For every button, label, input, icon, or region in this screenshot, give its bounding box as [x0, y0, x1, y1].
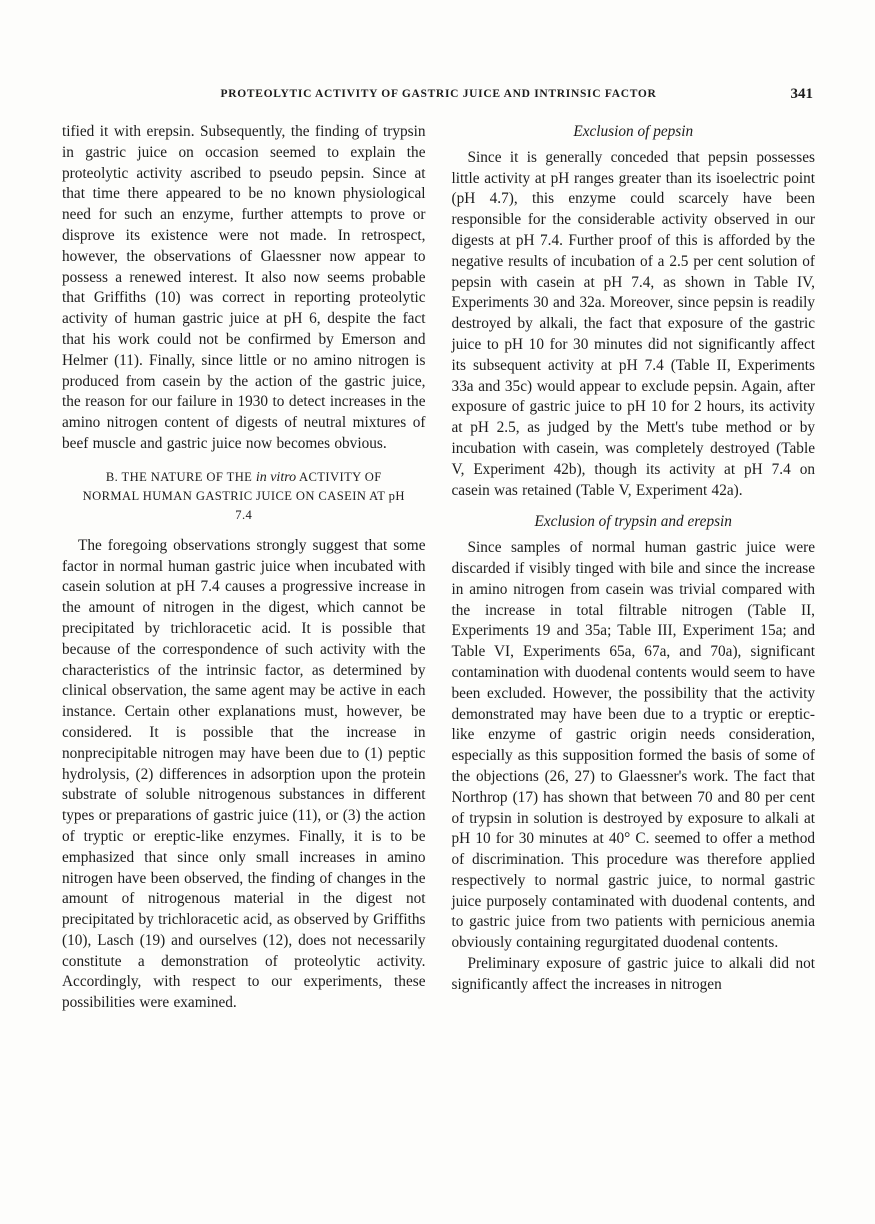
paragraph-preliminary-exposure: Preliminary exposure of gastric juice to alkali did not significantly affect the increases in nitrogen [451, 955, 815, 993]
paragraph-foregoing-observations: The foregoing observations strongly suggest that some factor in normal human gastric juice when incubated with casein solution at pH 7.4 causes a progressive increase in the amount of nitrogen in the digest, which cannot be precipitated by trichloracetic acid. It is possible that because of the correspondence of such activity with the characteristics of the intrinsic factor, as determined by clinical observation, the same agent may be active in each instance. Certain other explanations must, however, be considered. It is possible that the increase in nonprecipitable nitrogen may have been due to (1) peptic hydrolysis, (2) differences in adsorption upon the protein substrate of soluble nitrogenous substances in different types or preparations of gastric juice (11), or (3) the action of tryptic or ereptic-like enzymes. Finally, it is to be emphasized that since only small increases in amino nitrogen have been observed, the finding of changes in the amount of nitrogenous material in the digest not precipitated by trichloracetic acid, as observed by Griffiths (10), Lasch (19) and ourselves (12), does not necessarily constitute a demonstration of proteolytic activity. Accordingly, with respect to our experiments, these possibilities were examined. [62, 536, 426, 1012]
two-column-body [62, 122, 815, 1014]
page-number: 341 [790, 86, 813, 102]
section-heading-part1: B. THE NATURE OF THE [105, 469, 256, 484]
paragraph-continuation: tified it with erepsin. Subsequently, the finding of trypsin in gastric juice on occasion seemed to explain the proteolytic activity ascribed to pseudo pepsin. Since at that time there appeared to be no known physiological need for such an enzyme, further attempts to prove or disprove its existence were not made. In retrospect, however, the observations of Glaessner now appear to possess a renewed interest. It also now seems probable that Griffiths (10) was correct in reporting proteolytic activity of human gastric juice at pH 6, despite the fact that his work could not be confirmed by Emerson and Helmer (11). Finally, since little or no amino nitrogen is produced from casein by the action of the gastric juice, the reason for our failure in 1930 to detect increases in the amino nitrogen content of digests of neutral mixtures of beef muscle and gastric juice now becomes obvious. [62, 123, 426, 452]
paragraph-exclusion-of-pepsin: Since it is generally conceded that pepsin possesses little activity at pH ranges greater than its isoelectric point (pH 4.7), this enzyme could scarcely have been responsible for the considerable activity observed in our digests at pH 7.4. Further proof of this is afforded by the negative results of incubation of a 2.5 per cent solution of pepsin with casein at pH 7.4, as shown in Table IV, Experiments 30 and 32a. Moreover, since pepsin is readily destroyed by alkali, the fact that exposure of the gastric juice to pH 10 for 30 minutes did not significantly affect its subsequent activity at pH 7.4 (Table II, Experiments 33a and 35c) would appear to exclude pepsin. Again, after exposure of gastric juice to pH 10 for 2 hours, its activity at pH 2.5, as judged by the Mett's tube method or by incubation with casein, was completely destroyed (Table V, Experiment 42b), though its activity at pH 7.4 on casein was retained (Table V, Experiment 42a). [451, 148, 815, 499]
section-heading-italic: in vitro [255, 469, 297, 485]
subheading-exclusion-of-pepsin: Exclusion of pepsin [573, 123, 694, 140]
right-column [452, 122, 816, 996]
running-head-title: PROTEOLYTIC ACTIVITY OF GASTRIC JUICE AND INTRINSIC FACTOR [220, 88, 657, 100]
subheading-exclusion-of-trypsin-erepsin: Exclusion of trypsin and erepsin [534, 513, 732, 531]
section-heading-part2: ACTIVITY OF NORMAL HUMAN GASTRIC JUICE ON CASEIN AT pH 7.4 [82, 469, 405, 522]
paragraph-exclusion-of-trypsin-erepsin: Since samples of normal human gastric juice were discarded if visibly tinged with bile and since the increase in amino nitrogen from casein was trivial compared with the increase in total filtrable nitrogen (Table II, Experiments 19 and 35a; Table III, Experiment 15a; and Table VI, Experiments 65a, 67a, and 70a), significant contamination with duodenal contents would seem to have been excluded. However, the possibility that the activity demonstrated may have been due to a tryptic or ereptic-like enzyme of gastric origin needs consideration, especially as this supposition formed the basis of some of the objections (26, 27) to Glaessner's work. The fact that Northrop (17) has shown that between 70 and 80 per cent of trypsin in solution is destroyed by exposure to alkali at pH 10 for 30 minutes at 40° C. seemed to offer a method of discrimination. This procedure was therefore applied respectively to normal gastric juice, to normal gastric juice purposely contaminated with duodenal contents, and to gastric juice from two patients with pernicious anemia obviously containing regurgitated duodenal contents. [451, 539, 815, 952]
section-heading [76, 468, 412, 525]
running-head [62, 88, 815, 106]
left-column [62, 122, 426, 1014]
